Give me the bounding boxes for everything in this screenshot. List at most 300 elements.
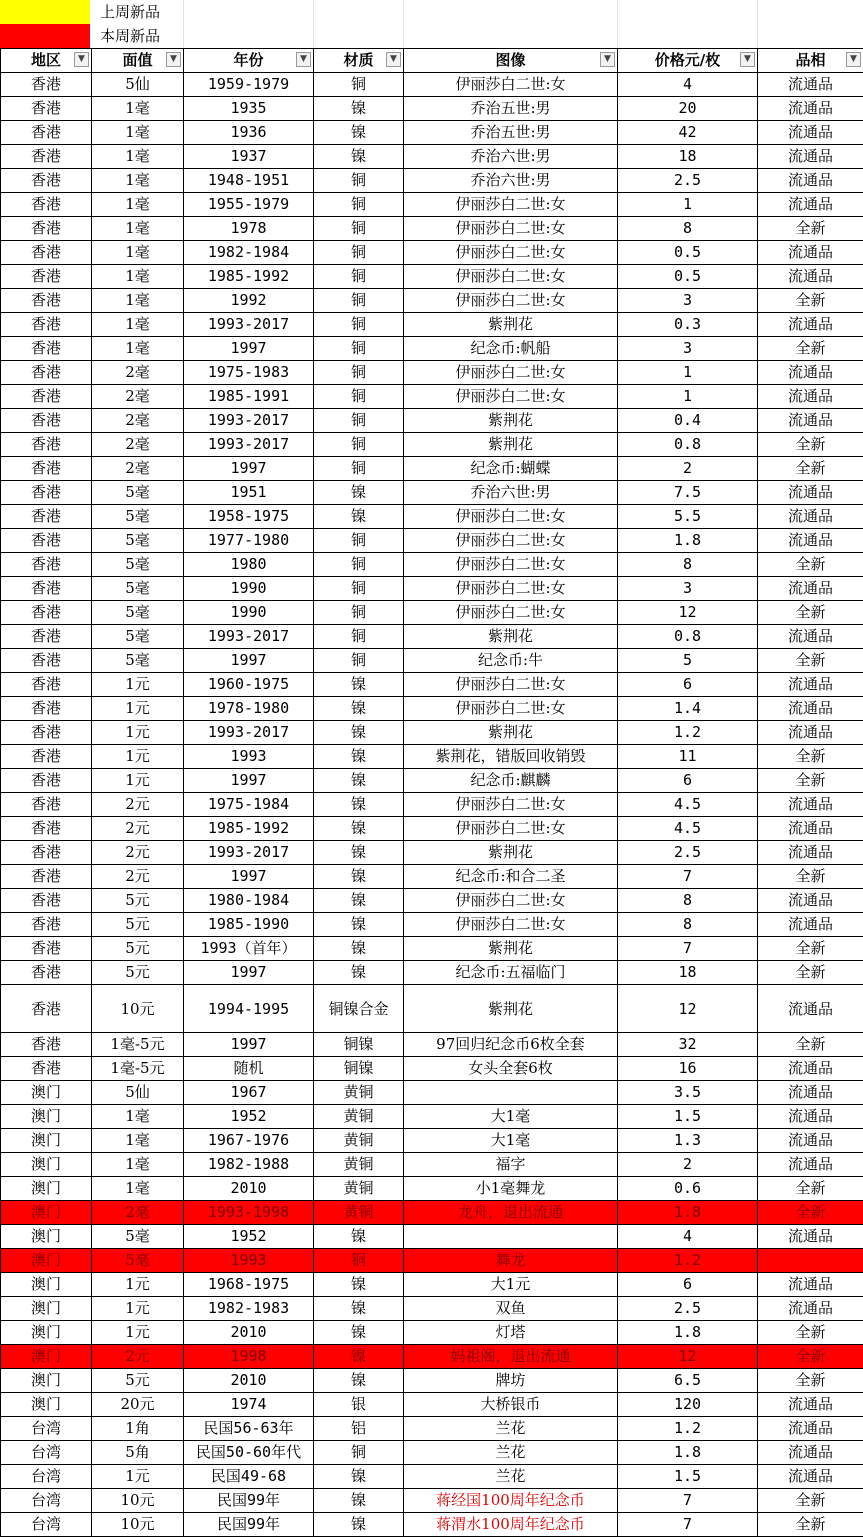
cell-design[interactable]: 紫荆花 bbox=[404, 409, 618, 433]
cell-condition[interactable]: 流通品 bbox=[758, 1273, 863, 1297]
cell-material[interactable]: 铜镍 bbox=[314, 1033, 404, 1057]
cell-condition[interactable]: 全新 bbox=[758, 1201, 863, 1225]
cell-year[interactable]: 民国56-63年 bbox=[184, 1417, 314, 1441]
cell-price[interactable]: 4 bbox=[618, 1225, 758, 1249]
cell-material[interactable]: 镍 bbox=[314, 1345, 404, 1369]
cell-design[interactable]: 伊丽莎白二世:女 bbox=[404, 577, 618, 601]
cell-year[interactable]: 1993（首年） bbox=[184, 937, 314, 961]
cell-material[interactable]: 铜 bbox=[314, 217, 404, 241]
cell-region[interactable]: 香港 bbox=[1, 193, 92, 217]
cell-condition[interactable]: 流通品 bbox=[758, 1153, 863, 1177]
cell-material[interactable]: 铜 bbox=[314, 313, 404, 337]
cell-design[interactable]: 乔治六世:男 bbox=[404, 481, 618, 505]
cell-denomination[interactable]: 5毫 bbox=[92, 601, 184, 625]
cell-region[interactable]: 台湾 bbox=[1, 1489, 92, 1513]
cell-denomination[interactable]: 1毫-5元 bbox=[92, 1033, 184, 1057]
cell-year[interactable]: 1978-1980 bbox=[184, 697, 314, 721]
cell-condition[interactable]: 全新 bbox=[758, 865, 863, 889]
cell-year[interactable]: 1985-1991 bbox=[184, 385, 314, 409]
cell-condition[interactable]: 流通品 bbox=[758, 481, 863, 505]
cell-denomination[interactable]: 5毫 bbox=[92, 1225, 184, 1249]
cell-design[interactable]: 兰花 bbox=[404, 1441, 618, 1465]
cell-denomination[interactable]: 10元 bbox=[92, 985, 184, 1033]
cell-condition[interactable]: 流通品 bbox=[758, 817, 863, 841]
cell-price[interactable]: 8 bbox=[618, 553, 758, 577]
cell-material[interactable]: 铜 bbox=[314, 169, 404, 193]
cell-design[interactable]: 伊丽莎白二世:女 bbox=[404, 913, 618, 937]
cell-material[interactable]: 铜 bbox=[314, 193, 404, 217]
cell-condition[interactable]: 流通品 bbox=[758, 265, 863, 289]
cell-denomination[interactable]: 5元 bbox=[92, 889, 184, 913]
cell-year[interactable]: 1985-1990 bbox=[184, 913, 314, 937]
cell-design[interactable]: 伊丽莎白二世:女 bbox=[404, 889, 618, 913]
cell-material[interactable]: 黄铜 bbox=[314, 1201, 404, 1225]
cell-year[interactable]: 1982-1984 bbox=[184, 241, 314, 265]
cell-design[interactable]: 双鱼 bbox=[404, 1297, 618, 1321]
cell-material[interactable]: 铜 bbox=[314, 649, 404, 673]
cell-denomination[interactable]: 1毫 bbox=[92, 121, 184, 145]
cell-design[interactable]: 妈祖阁，退出流通 bbox=[404, 1345, 618, 1369]
cell-condition[interactable]: 流通品 bbox=[758, 97, 863, 121]
cell-condition[interactable]: 全新 bbox=[758, 745, 863, 769]
cell-region[interactable]: 香港 bbox=[1, 313, 92, 337]
cell-denomination[interactable]: 5毫 bbox=[92, 553, 184, 577]
cell-design[interactable]: 兰花 bbox=[404, 1417, 618, 1441]
cell-condition[interactable]: 全新 bbox=[758, 769, 863, 793]
cell-material[interactable]: 镍 bbox=[314, 961, 404, 985]
cell-condition[interactable]: 流通品 bbox=[758, 1297, 863, 1321]
cell-region[interactable]: 香港 bbox=[1, 361, 92, 385]
cell-denomination[interactable]: 1元 bbox=[92, 1465, 184, 1489]
cell-denomination[interactable]: 1元 bbox=[92, 1321, 184, 1345]
cell-region[interactable]: 澳门 bbox=[1, 1321, 92, 1345]
cell-condition[interactable]: 流通品 bbox=[758, 145, 863, 169]
cell-condition[interactable]: 全新 bbox=[758, 457, 863, 481]
cell-denomination[interactable]: 5毫 bbox=[92, 625, 184, 649]
cell-design[interactable] bbox=[404, 1225, 618, 1249]
cell-year[interactable]: 1980 bbox=[184, 553, 314, 577]
cell-denomination[interactable]: 1毫 bbox=[92, 1153, 184, 1177]
cell-year[interactable]: 1978 bbox=[184, 217, 314, 241]
cell-material[interactable]: 铜镍 bbox=[314, 1057, 404, 1081]
cell-material[interactable]: 铜 bbox=[314, 457, 404, 481]
cell-design[interactable]: 蒋经国100周年纪念币 bbox=[404, 1489, 618, 1513]
cell-material[interactable]: 铜 bbox=[314, 529, 404, 553]
cell-year[interactable]: 1997 bbox=[184, 649, 314, 673]
cell-material[interactable]: 铜 bbox=[314, 553, 404, 577]
cell-year[interactable]: 1975-1984 bbox=[184, 793, 314, 817]
cell-condition[interactable]: 流通品 bbox=[758, 385, 863, 409]
cell-material[interactable]: 黄铜 bbox=[314, 1177, 404, 1201]
cell-denomination[interactable]: 5毫 bbox=[92, 1249, 184, 1273]
cell-design[interactable]: 大1毫 bbox=[404, 1129, 618, 1153]
cell-design[interactable]: 紫荆花 bbox=[404, 433, 618, 457]
cell-material[interactable]: 镍 bbox=[314, 1225, 404, 1249]
cell-condition[interactable]: 流通品 bbox=[758, 985, 863, 1033]
cell-year[interactable]: 1960-1975 bbox=[184, 673, 314, 697]
cell-price[interactable]: 3 bbox=[618, 337, 758, 361]
cell-price[interactable]: 7 bbox=[618, 1489, 758, 1513]
cell-denomination[interactable]: 1元 bbox=[92, 697, 184, 721]
cell-year[interactable]: 1968-1975 bbox=[184, 1273, 314, 1297]
cell-condition[interactable]: 流通品 bbox=[758, 889, 863, 913]
cell-design[interactable]: 福字 bbox=[404, 1153, 618, 1177]
cell-region[interactable]: 澳门 bbox=[1, 1129, 92, 1153]
cell-year[interactable]: 1974 bbox=[184, 1393, 314, 1417]
cell-year[interactable]: 2010 bbox=[184, 1321, 314, 1345]
cell-material[interactable]: 镍 bbox=[314, 1369, 404, 1393]
cell-denomination[interactable]: 5元 bbox=[92, 1369, 184, 1393]
cell-material[interactable]: 黄铜 bbox=[314, 1105, 404, 1129]
cell-design[interactable]: 伊丽莎白二世:女 bbox=[404, 73, 618, 97]
dropdown-filter-icon[interactable]: ▼ bbox=[74, 52, 89, 67]
cell-design[interactable]: 紫荆花 bbox=[404, 985, 618, 1033]
cell-region[interactable]: 台湾 bbox=[1, 1513, 92, 1537]
cell-region[interactable]: 香港 bbox=[1, 793, 92, 817]
cell-design[interactable]: 伊丽莎白二世:女 bbox=[404, 241, 618, 265]
cell-region[interactable]: 香港 bbox=[1, 481, 92, 505]
cell-design[interactable]: 小1毫舞龙 bbox=[404, 1177, 618, 1201]
column-header-price[interactable] bbox=[618, 49, 758, 73]
cell-condition[interactable] bbox=[758, 1249, 863, 1273]
cell-year[interactable]: 2010 bbox=[184, 1369, 314, 1393]
cell-design[interactable]: 纪念币:帆船 bbox=[404, 337, 618, 361]
cell-region[interactable]: 香港 bbox=[1, 817, 92, 841]
cell-material[interactable]: 铜 bbox=[314, 625, 404, 649]
cell-condition[interactable]: 流通品 bbox=[758, 121, 863, 145]
cell-design[interactable]: 乔治六世:男 bbox=[404, 169, 618, 193]
cell-condition[interactable]: 流通品 bbox=[758, 313, 863, 337]
cell-design[interactable]: 大桥银币 bbox=[404, 1393, 618, 1417]
cell-year[interactable]: 1958-1975 bbox=[184, 505, 314, 529]
cell-design[interactable]: 紫荆花 bbox=[404, 721, 618, 745]
cell-design[interactable]: 纪念币:麒麟 bbox=[404, 769, 618, 793]
cell-price[interactable]: 6 bbox=[618, 769, 758, 793]
cell-region[interactable]: 香港 bbox=[1, 385, 92, 409]
cell-denomination[interactable]: 2元 bbox=[92, 817, 184, 841]
cell-material[interactable]: 铜 bbox=[314, 265, 404, 289]
cell-condition[interactable]: 流通品 bbox=[758, 1441, 863, 1465]
cell-denomination[interactable]: 5仙 bbox=[92, 1081, 184, 1105]
cell-denomination[interactable]: 5元 bbox=[92, 961, 184, 985]
cell-region[interactable]: 香港 bbox=[1, 937, 92, 961]
cell-condition[interactable]: 全新 bbox=[758, 601, 863, 625]
cell-denomination[interactable]: 10元 bbox=[92, 1513, 184, 1537]
cell-condition[interactable]: 全新 bbox=[758, 289, 863, 313]
cell-year[interactable]: 1967-1976 bbox=[184, 1129, 314, 1153]
cell-year[interactable]: 1993 bbox=[184, 1249, 314, 1273]
cell-region[interactable]: 澳门 bbox=[1, 1273, 92, 1297]
cell-price[interactable]: 1.2 bbox=[618, 721, 758, 745]
cell-price[interactable]: 11 bbox=[618, 745, 758, 769]
cell-condition[interactable]: 全新 bbox=[758, 337, 863, 361]
cell-design[interactable]: 紫荆花 bbox=[404, 313, 618, 337]
cell-year[interactable]: 1951 bbox=[184, 481, 314, 505]
cell-material[interactable]: 镍 bbox=[314, 865, 404, 889]
cell-price[interactable]: 7 bbox=[618, 1513, 758, 1537]
cell-design[interactable]: 乔治五世:男 bbox=[404, 97, 618, 121]
cell-denomination[interactable]: 1元 bbox=[92, 745, 184, 769]
cell-material[interactable]: 镍 bbox=[314, 1513, 404, 1537]
cell-design[interactable]: 大1元 bbox=[404, 1273, 618, 1297]
cell-condition[interactable]: 全新 bbox=[758, 1321, 863, 1345]
cell-denomination[interactable]: 5仙 bbox=[92, 73, 184, 97]
cell-denomination[interactable]: 1元 bbox=[92, 1297, 184, 1321]
cell-price[interactable]: 1.5 bbox=[618, 1465, 758, 1489]
cell-condition[interactable]: 流通品 bbox=[758, 913, 863, 937]
cell-year[interactable]: 1997 bbox=[184, 865, 314, 889]
cell-region[interactable]: 香港 bbox=[1, 1033, 92, 1057]
cell-design[interactable]: 紫荆花 bbox=[404, 625, 618, 649]
cell-condition[interactable]: 流通品 bbox=[758, 577, 863, 601]
cell-denomination[interactable]: 5元 bbox=[92, 937, 184, 961]
cell-year[interactable]: 1993-2017 bbox=[184, 409, 314, 433]
cell-region[interactable]: 香港 bbox=[1, 97, 92, 121]
cell-region[interactable]: 香港 bbox=[1, 697, 92, 721]
cell-price[interactable]: 1.5 bbox=[618, 1105, 758, 1129]
cell-year[interactable]: 民国50-60年代 bbox=[184, 1441, 314, 1465]
cell-material[interactable]: 镍 bbox=[314, 697, 404, 721]
cell-condition[interactable]: 流通品 bbox=[758, 793, 863, 817]
cell-denomination[interactable]: 2毫 bbox=[92, 409, 184, 433]
cell-price[interactable]: 6.5 bbox=[618, 1369, 758, 1393]
cell-design[interactable]: 伊丽莎白二世:女 bbox=[404, 697, 618, 721]
cell-denomination[interactable]: 10元 bbox=[92, 1489, 184, 1513]
cell-year[interactable]: 1975-1983 bbox=[184, 361, 314, 385]
cell-design[interactable]: 蒋渭水100周年纪念币 bbox=[404, 1513, 618, 1537]
column-header-material[interactable] bbox=[314, 49, 404, 73]
cell-year[interactable]: 1935 bbox=[184, 97, 314, 121]
cell-region[interactable]: 香港 bbox=[1, 433, 92, 457]
cell-material[interactable]: 黄铜 bbox=[314, 1129, 404, 1153]
cell-denomination[interactable]: 2毫 bbox=[92, 361, 184, 385]
cell-design[interactable]: 乔治六世:男 bbox=[404, 145, 618, 169]
cell-denomination[interactable]: 2元 bbox=[92, 841, 184, 865]
cell-denomination[interactable]: 2元 bbox=[92, 865, 184, 889]
column-header-design[interactable] bbox=[404, 49, 618, 73]
cell-price[interactable]: 1.8 bbox=[618, 1321, 758, 1345]
cell-price[interactable]: 4.5 bbox=[618, 817, 758, 841]
cell-region[interactable]: 澳门 bbox=[1, 1297, 92, 1321]
cell-region[interactable]: 香港 bbox=[1, 1057, 92, 1081]
cell-price[interactable]: 6 bbox=[618, 673, 758, 697]
cell-region[interactable]: 澳门 bbox=[1, 1225, 92, 1249]
cell-design[interactable]: 伊丽莎白二世:女 bbox=[404, 529, 618, 553]
cell-condition[interactable]: 全新 bbox=[758, 433, 863, 457]
cell-denomination[interactable]: 5毫 bbox=[92, 481, 184, 505]
cell-material[interactable]: 镍 bbox=[314, 481, 404, 505]
cell-material[interactable]: 铜 bbox=[314, 337, 404, 361]
cell-denomination[interactable]: 2毫 bbox=[92, 385, 184, 409]
cell-condition[interactable]: 流通品 bbox=[758, 1129, 863, 1153]
cell-year[interactable]: 民国99年 bbox=[184, 1513, 314, 1537]
cell-design[interactable]: 纪念币:五福临门 bbox=[404, 961, 618, 985]
cell-design[interactable]: 97回归纪念币6枚全套 bbox=[404, 1033, 618, 1057]
cell-design[interactable]: 龙舟，退出流通 bbox=[404, 1201, 618, 1225]
cell-year[interactable]: 1955-1979 bbox=[184, 193, 314, 217]
cell-material[interactable]: 镍 bbox=[314, 673, 404, 697]
cell-condition[interactable]: 全新 bbox=[758, 1369, 863, 1393]
cell-condition[interactable]: 全新 bbox=[758, 1489, 863, 1513]
dropdown-filter-icon[interactable]: ▼ bbox=[846, 52, 861, 67]
cell-condition[interactable]: 流通品 bbox=[758, 1105, 863, 1129]
cell-design[interactable]: 纪念币:牛 bbox=[404, 649, 618, 673]
cell-year[interactable]: 1997 bbox=[184, 457, 314, 481]
cell-denomination[interactable]: 2元 bbox=[92, 1345, 184, 1369]
cell-year[interactable]: 1985-1992 bbox=[184, 817, 314, 841]
cell-year[interactable]: 民国49-68 bbox=[184, 1465, 314, 1489]
cell-condition[interactable]: 全新 bbox=[758, 937, 863, 961]
cell-design[interactable]: 伊丽莎白二世:女 bbox=[404, 265, 618, 289]
cell-denomination[interactable]: 1毫 bbox=[92, 1129, 184, 1153]
cell-material[interactable]: 镍 bbox=[314, 721, 404, 745]
cell-region[interactable]: 香港 bbox=[1, 577, 92, 601]
cell-denomination[interactable]: 5角 bbox=[92, 1441, 184, 1465]
cell-price[interactable]: 1 bbox=[618, 193, 758, 217]
cell-year[interactable]: 随机 bbox=[184, 1057, 314, 1081]
cell-design[interactable]: 伊丽莎白二世:女 bbox=[404, 601, 618, 625]
cell-material[interactable]: 铜 bbox=[314, 433, 404, 457]
cell-condition[interactable]: 流通品 bbox=[758, 1225, 863, 1249]
cell-denomination[interactable]: 5毫 bbox=[92, 505, 184, 529]
cell-region[interactable]: 香港 bbox=[1, 961, 92, 985]
column-header-year[interactable] bbox=[184, 49, 314, 73]
cell-price[interactable]: 0.5 bbox=[618, 241, 758, 265]
cell-condition[interactable]: 全新 bbox=[758, 1513, 863, 1537]
cell-design[interactable]: 伊丽莎白二世:女 bbox=[404, 817, 618, 841]
cell-denomination[interactable]: 1毫 bbox=[92, 313, 184, 337]
cell-material[interactable]: 镍 bbox=[314, 1273, 404, 1297]
cell-design[interactable]: 伊丽莎白二世:女 bbox=[404, 793, 618, 817]
cell-denomination[interactable]: 5毫 bbox=[92, 529, 184, 553]
cell-region[interactable]: 香港 bbox=[1, 121, 92, 145]
cell-year[interactable]: 民国99年 bbox=[184, 1489, 314, 1513]
cell-denomination[interactable]: 1毫 bbox=[92, 193, 184, 217]
cell-price[interactable]: 12 bbox=[618, 1345, 758, 1369]
cell-year[interactable]: 1952 bbox=[184, 1225, 314, 1249]
cell-denomination[interactable]: 2毫 bbox=[92, 457, 184, 481]
cell-price[interactable]: 1.4 bbox=[618, 697, 758, 721]
cell-denomination[interactable]: 1毫 bbox=[92, 217, 184, 241]
cell-denomination[interactable]: 1毫 bbox=[92, 1177, 184, 1201]
cell-design[interactable]: 紫荆花 bbox=[404, 841, 618, 865]
cell-price[interactable]: 1.2 bbox=[618, 1249, 758, 1273]
cell-denomination[interactable]: 1毫 bbox=[92, 289, 184, 313]
cell-condition[interactable]: 全新 bbox=[758, 1177, 863, 1201]
cell-price[interactable]: 1.3 bbox=[618, 1129, 758, 1153]
cell-year[interactable]: 1992 bbox=[184, 289, 314, 313]
cell-region[interactable]: 台湾 bbox=[1, 1417, 92, 1441]
cell-price[interactable]: 1.2 bbox=[618, 1417, 758, 1441]
cell-year[interactable]: 1993-1998 bbox=[184, 1201, 314, 1225]
cell-price[interactable]: 7.5 bbox=[618, 481, 758, 505]
cell-condition[interactable]: 流通品 bbox=[758, 73, 863, 97]
cell-design[interactable]: 伊丽莎白二世:女 bbox=[404, 673, 618, 697]
cell-price[interactable]: 3 bbox=[618, 577, 758, 601]
dropdown-filter-icon[interactable]: ▼ bbox=[386, 52, 401, 67]
cell-region[interactable]: 澳门 bbox=[1, 1345, 92, 1369]
cell-year[interactable]: 1993-2017 bbox=[184, 433, 314, 457]
cell-design[interactable]: 伊丽莎白二世:女 bbox=[404, 193, 618, 217]
cell-condition[interactable]: 流通品 bbox=[758, 169, 863, 193]
cell-denomination[interactable]: 2元 bbox=[92, 793, 184, 817]
cell-design[interactable]: 伊丽莎白二世:女 bbox=[404, 553, 618, 577]
cell-price[interactable]: 2 bbox=[618, 457, 758, 481]
cell-condition[interactable]: 流通品 bbox=[758, 721, 863, 745]
cell-price[interactable]: 7 bbox=[618, 937, 758, 961]
cell-material[interactable]: 镍 bbox=[314, 1297, 404, 1321]
cell-year[interactable]: 1993-2017 bbox=[184, 313, 314, 337]
cell-price[interactable]: 1.8 bbox=[618, 1201, 758, 1225]
cell-price[interactable]: 4 bbox=[618, 73, 758, 97]
cell-material[interactable]: 镍 bbox=[314, 745, 404, 769]
cell-year[interactable]: 1959-1979 bbox=[184, 73, 314, 97]
cell-denomination[interactable]: 1毫-5元 bbox=[92, 1057, 184, 1081]
cell-year[interactable]: 1993-2017 bbox=[184, 841, 314, 865]
cell-design[interactable]: 伊丽莎白二世:女 bbox=[404, 217, 618, 241]
cell-year[interactable]: 1994-1995 bbox=[184, 985, 314, 1033]
cell-material[interactable]: 镍 bbox=[314, 505, 404, 529]
cell-condition[interactable]: 流通品 bbox=[758, 697, 863, 721]
cell-price[interactable]: 16 bbox=[618, 1057, 758, 1081]
cell-denomination[interactable]: 1毫 bbox=[92, 169, 184, 193]
dropdown-filter-icon[interactable]: ▼ bbox=[740, 52, 755, 67]
cell-price[interactable]: 0.3 bbox=[618, 313, 758, 337]
cell-material[interactable]: 镍 bbox=[314, 1489, 404, 1513]
cell-material[interactable]: 铜镍合金 bbox=[314, 985, 404, 1033]
column-header-denomination[interactable] bbox=[92, 49, 184, 73]
cell-price[interactable]: 2.5 bbox=[618, 1297, 758, 1321]
cell-material[interactable]: 镍 bbox=[314, 1321, 404, 1345]
cell-price[interactable]: 8 bbox=[618, 217, 758, 241]
cell-material[interactable]: 黄铜 bbox=[314, 1081, 404, 1105]
cell-year[interactable]: 1948-1951 bbox=[184, 169, 314, 193]
cell-design[interactable]: 伊丽莎白二世:女 bbox=[404, 505, 618, 529]
cell-design[interactable]: 灯塔 bbox=[404, 1321, 618, 1345]
cell-price[interactable]: 1 bbox=[618, 385, 758, 409]
cell-price[interactable]: 18 bbox=[618, 145, 758, 169]
cell-region[interactable]: 香港 bbox=[1, 265, 92, 289]
cell-region[interactable]: 台湾 bbox=[1, 1465, 92, 1489]
cell-price[interactable]: 6 bbox=[618, 1273, 758, 1297]
cell-material[interactable]: 铜 bbox=[314, 577, 404, 601]
cell-price[interactable]: 20 bbox=[618, 97, 758, 121]
cell-year[interactable]: 1982-1983 bbox=[184, 1297, 314, 1321]
cell-material[interactable]: 镍 bbox=[314, 841, 404, 865]
cell-price[interactable]: 0.5 bbox=[618, 265, 758, 289]
cell-denomination[interactable]: 5元 bbox=[92, 913, 184, 937]
cell-condition[interactable]: 全新 bbox=[758, 1345, 863, 1369]
cell-material[interactable]: 铜 bbox=[314, 385, 404, 409]
cell-condition[interactable]: 流通品 bbox=[758, 625, 863, 649]
cell-design[interactable]: 伊丽莎白二世:女 bbox=[404, 385, 618, 409]
cell-condition[interactable]: 流通品 bbox=[758, 1417, 863, 1441]
cell-region[interactable]: 香港 bbox=[1, 673, 92, 697]
cell-material[interactable]: 铜 bbox=[314, 1249, 404, 1273]
cell-price[interactable]: 4.5 bbox=[618, 793, 758, 817]
cell-condition[interactable]: 全新 bbox=[758, 1033, 863, 1057]
cell-region[interactable]: 香港 bbox=[1, 409, 92, 433]
cell-year[interactable]: 1998 bbox=[184, 1345, 314, 1369]
column-header-condition[interactable] bbox=[758, 49, 863, 73]
cell-price[interactable]: 1.8 bbox=[618, 529, 758, 553]
cell-material[interactable]: 镍 bbox=[314, 817, 404, 841]
cell-region[interactable]: 澳门 bbox=[1, 1081, 92, 1105]
cell-year[interactable]: 1980-1984 bbox=[184, 889, 314, 913]
cell-condition[interactable]: 流通品 bbox=[758, 409, 863, 433]
cell-denomination[interactable]: 20元 bbox=[92, 1393, 184, 1417]
cell-design[interactable]: 伊丽莎白二世:女 bbox=[404, 289, 618, 313]
